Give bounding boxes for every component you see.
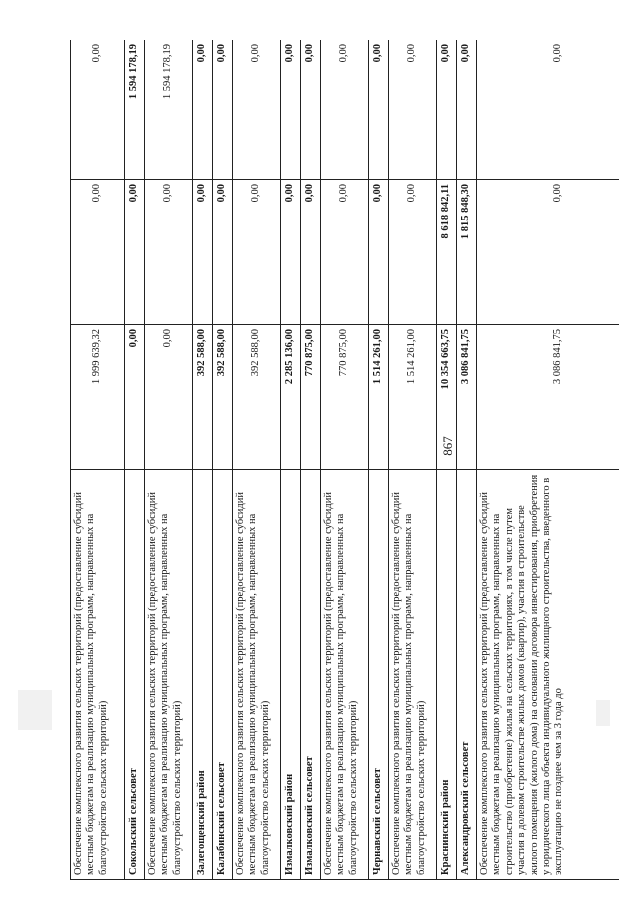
value-cell-3: 0,00: [193, 40, 213, 180]
value-cell-1: 0,00: [145, 325, 193, 470]
value-cell-1: 392 588,00: [213, 325, 233, 470]
table-row: [477, 40, 620, 880]
value-cell-1: 3 086 841,75: [477, 325, 620, 470]
value-cell-2: 0,00: [321, 180, 369, 325]
value-cell-2: 0,00: [145, 180, 193, 325]
row-name-cell: Калабинский сельсовет: [213, 470, 233, 880]
value-cell-2: 8 618 842,11: [437, 180, 457, 325]
value-cell-2: 0,00: [301, 180, 321, 325]
table-row: [457, 40, 477, 880]
table-row: [301, 40, 321, 880]
value-cell-2: 0,00: [193, 180, 213, 325]
value-cell-3: 0,00: [71, 40, 125, 180]
value-cell-2: 0,00: [233, 180, 281, 325]
value-cell-3: 0,00: [233, 40, 281, 180]
table-row: [281, 40, 301, 880]
table-row: [145, 40, 193, 880]
value-cell-2: 0,00: [389, 180, 437, 325]
value-cell-1: 770 875,00: [301, 325, 321, 470]
value-cell-1: 392 588,00: [193, 325, 213, 470]
value-cell-3: 0,00: [477, 40, 620, 180]
table-row: [213, 40, 233, 880]
value-cell-1: 392 588,00: [233, 325, 281, 470]
value-cell-1: 1 514 261,00: [389, 325, 437, 470]
value-cell-1: 3 086 841,75: [457, 325, 477, 470]
value-cell-2: 0,00: [71, 180, 125, 325]
value-cell-2: 0,00: [125, 180, 145, 325]
table-row: [193, 40, 213, 880]
row-name-cell: Обеспечение комплексного развития сельских территорий (предоставление субсидий местным бюджетам на реализацию муниципальных программ, направленных на благоустройство сельских территорий): [233, 470, 281, 880]
table-row: [233, 40, 281, 880]
table-row: [321, 40, 369, 880]
value-cell-1: 2 285 136,00: [281, 325, 301, 470]
row-name-cell: Александровский сельсовет: [457, 470, 477, 880]
table-row: [369, 40, 389, 880]
row-name-cell: Залегощенский район: [193, 470, 213, 880]
row-name-cell: Измалковский сельсовет: [301, 470, 321, 880]
table-row: [71, 40, 125, 880]
budget-table: [70, 40, 619, 880]
value-cell-2: 0,00: [213, 180, 233, 325]
scan-artifact: [18, 690, 52, 730]
row-name-cell: Чернавский сельсовет: [369, 470, 389, 880]
value-cell-1: 1 999 639,32: [71, 325, 125, 470]
value-cell-1: 770 875,00: [321, 325, 369, 470]
table-row: [437, 40, 457, 880]
value-cell-3: 1 594 178,19: [145, 40, 193, 180]
value-cell-1: 10 354 663,75: [437, 325, 457, 470]
value-cell-3: 0,00: [437, 40, 457, 180]
value-cell-2: 0,00: [369, 180, 389, 325]
value-cell-3: 1 594 178,19: [125, 40, 145, 180]
row-name-cell: Обеспечение комплексного развития сельских территорий (предоставление субсидий местным бюджетам на реализацию муниципальных программ, направленных на благоустройство сельских территорий): [321, 470, 369, 880]
value-cell-3: 0,00: [369, 40, 389, 180]
table-container: [70, 40, 619, 880]
value-cell-3: 0,00: [281, 40, 301, 180]
value-cell-3: 0,00: [213, 40, 233, 180]
value-cell-2: 1 815 848,30: [457, 180, 477, 325]
value-cell-1: 1 514 261,00: [369, 325, 389, 470]
table-row: [125, 40, 145, 880]
page-number: 867: [439, 436, 455, 456]
row-name-cell: Обеспечение комплексного развития сельских территорий (предоставление субсидий местным бюджетам на реализацию муниципальных программ, направленных на строительство (приобретение) жилья на сельских территориях, в том числе путем участия в долевом строительстве жилых домов (квартир), участия в строительстве жилого помещения (жилого дома) на основании договора инвестирования, приобретения у юридического лица объекта индивидуального жилищного строительства, введенного в эксплуатацию не позднее чем за 3 года до: [477, 470, 620, 880]
value-cell-2: 0,00: [281, 180, 301, 325]
value-cell-2: 0,00: [477, 180, 620, 325]
row-name-cell: Сокольский сельсовет: [125, 470, 145, 880]
value-cell-3: 0,00: [321, 40, 369, 180]
row-name-cell: Обеспечение комплексного развития сельских территорий (предоставление субсидий местным бюджетам на реализацию муниципальных программ, направленных на благоустройство сельских территорий): [389, 470, 437, 880]
value-cell-3: 0,00: [389, 40, 437, 180]
table-row: [389, 40, 437, 880]
row-name-cell: Обеспечение комплексного развития сельских территорий (предоставление субсидий местным бюджетам на реализацию муниципальных программ, направленных на благоустройство сельских территорий): [145, 470, 193, 880]
row-name-cell: Краснинский район: [437, 470, 457, 880]
row-name-cell: Измалковский район: [281, 470, 301, 880]
row-name-cell: Обеспечение комплексного развития сельских территорий (предоставление субсидий местным бюджетам на реализацию муниципальных программ, направленных на благоустройство сельских территорий): [71, 470, 125, 880]
value-cell-1: 0,00: [125, 325, 145, 470]
value-cell-3: 0,00: [457, 40, 477, 180]
value-cell-3: 0,00: [301, 40, 321, 180]
